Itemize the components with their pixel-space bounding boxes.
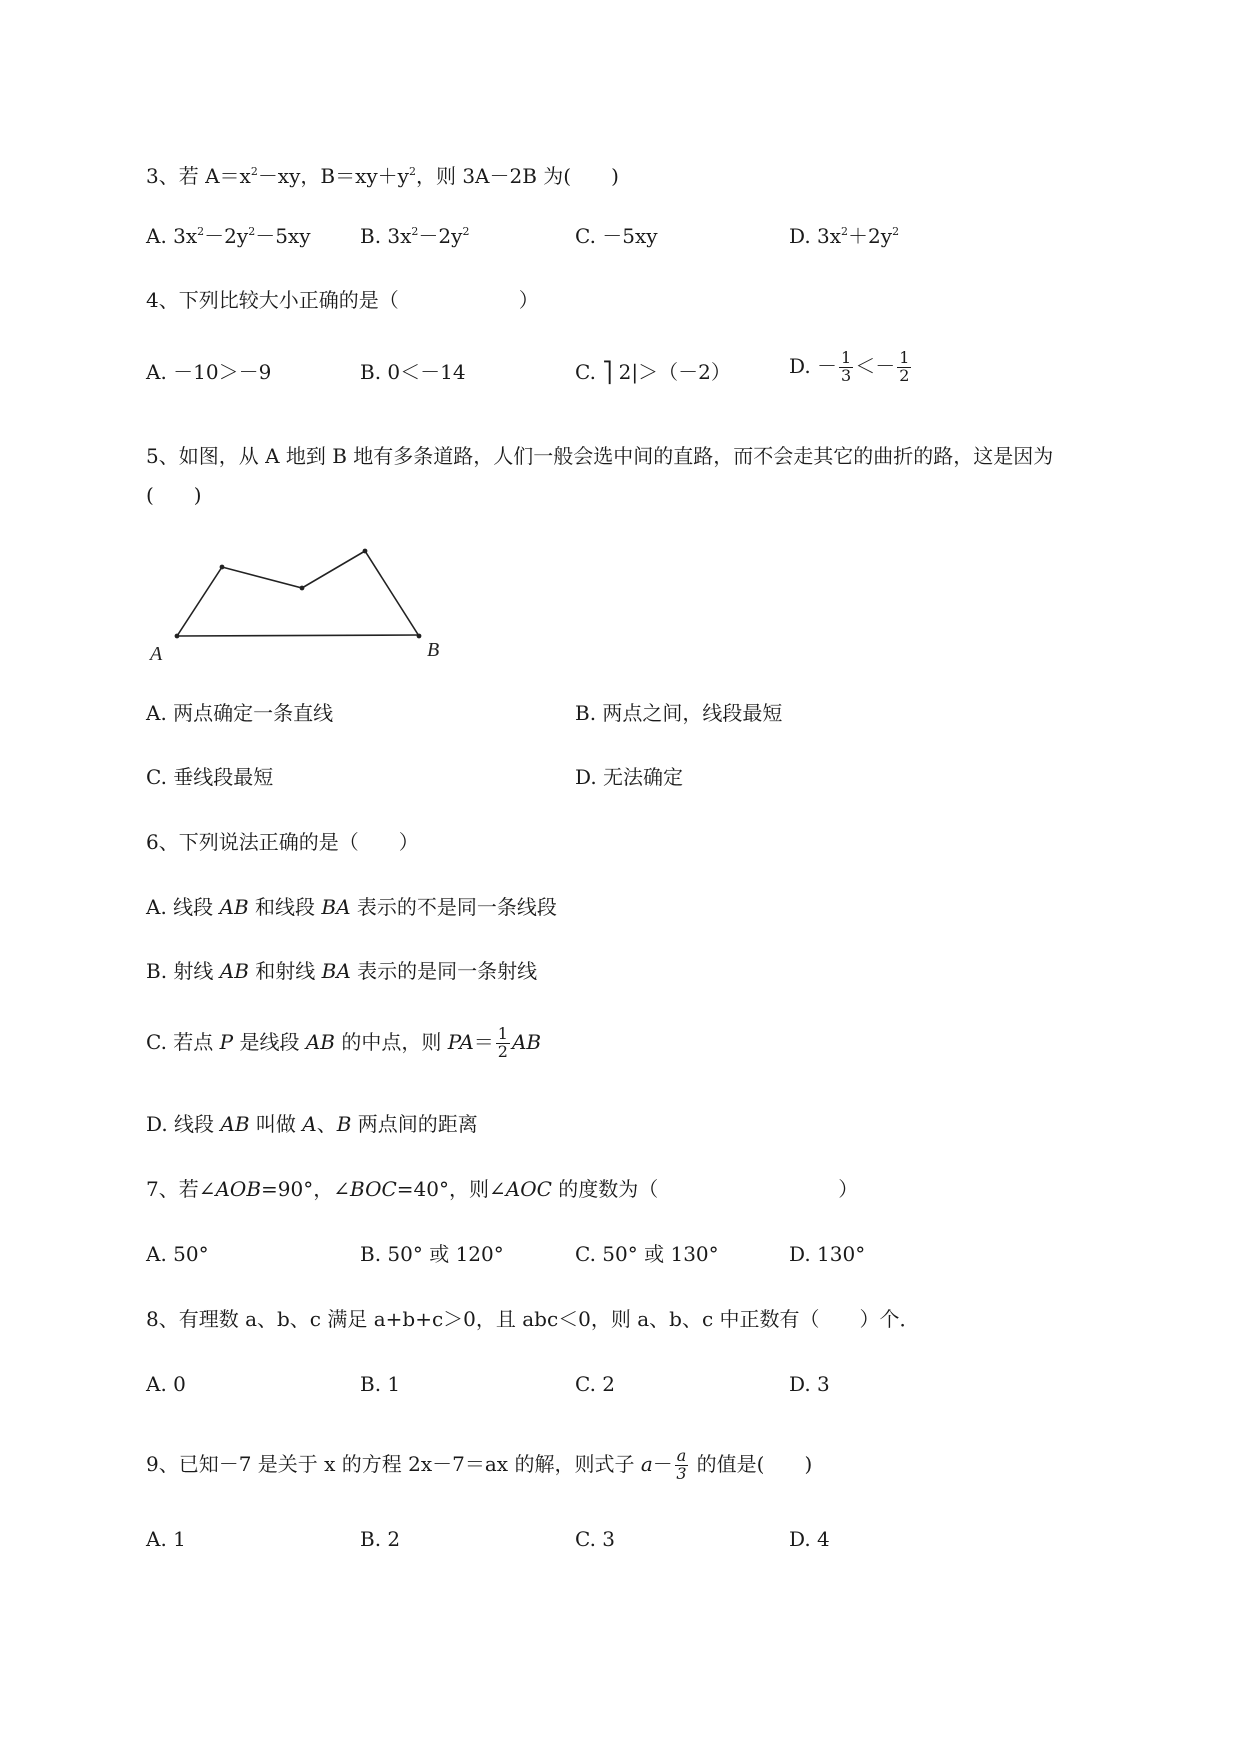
option-text: 两点间的距离: [351, 1112, 478, 1136]
option-text: ＝: [473, 1029, 494, 1054]
q3-stem-part: 3、若 A＝x: [146, 164, 251, 188]
math-var: AOB: [215, 1177, 262, 1201]
q9-option-d[interactable]: D. 4: [789, 1527, 830, 1551]
option-text: 表示的不是同一条线段: [350, 895, 557, 919]
option-text: －2y: [418, 224, 463, 248]
fraction-numerator: 1: [841, 348, 852, 367]
q4-stem: 4、下列比较大小正确的是（ ）: [146, 288, 539, 312]
option-text: B. 射线: [146, 959, 220, 983]
q5-option-c[interactable]: C. 垂线段最短: [146, 765, 274, 789]
fraction: [839, 350, 853, 385]
q6-option-d[interactable]: [146, 1114, 478, 1134]
math-var: AB: [511, 1029, 542, 1054]
q6-option-c[interactable]: [146, 1026, 541, 1061]
q5-option-d[interactable]: D. 无法确定: [575, 765, 684, 789]
q4-option-a[interactable]: A. －10＞－9: [146, 360, 272, 384]
option-text: C. 若点: [146, 1029, 220, 1054]
q8-options: [0, 1374, 1241, 1404]
q9-option-c[interactable]: C. 3: [575, 1527, 616, 1551]
q3-option-c[interactable]: C. －5xy: [575, 224, 658, 248]
straight-path: [177, 635, 419, 636]
option-text: A. 线段: [146, 895, 220, 919]
q3-option-d[interactable]: [789, 226, 899, 246]
option-text: 和线段: [248, 895, 322, 919]
superscript: 2: [892, 225, 900, 238]
math-var: PA: [447, 1029, 474, 1054]
fraction: [675, 1448, 689, 1483]
math-var: AB: [219, 895, 249, 919]
q5-options-row2: [0, 767, 1241, 797]
path-vertex: [363, 549, 368, 554]
superscript: 2: [248, 225, 256, 238]
path-vertex: [300, 586, 305, 591]
q7-stem-part: 的度数为（ ）: [551, 1177, 859, 1201]
q7-stem-part: 7、若∠: [146, 1177, 216, 1201]
option-text: 的中点，则: [335, 1029, 448, 1054]
math-var: BA: [321, 959, 351, 983]
option-text: A. 3x: [146, 224, 198, 248]
q3-stem-part: ，则 3A－2B 为( ): [415, 164, 619, 188]
curved-path: [177, 551, 419, 636]
math-var: AB: [219, 959, 249, 983]
option-text: D. 线段: [146, 1112, 221, 1136]
q8-stem: 8、有理数 a、b、c 满足 a+b+c＞0，且 abc＜0，则 a、b、c 中正数有（ ）个．: [146, 1307, 920, 1331]
option-text: ＜－: [855, 353, 896, 378]
q3-stem-part: －xy，B＝xy＋y: [257, 164, 409, 188]
superscript: 2: [411, 225, 419, 238]
q7-option-c[interactable]: C. 50° 或 130°: [575, 1242, 719, 1266]
math-var: A: [302, 1112, 317, 1136]
fraction-numerator: 1: [899, 348, 910, 367]
q8-option-b[interactable]: B. 1: [360, 1372, 401, 1396]
math-var: a: [640, 1451, 653, 1476]
q8-option-d[interactable]: D. 3: [789, 1372, 830, 1396]
q4-option-c[interactable]: C. ⎤ 2|＞（－2）: [575, 360, 731, 384]
math-var: AB: [305, 1029, 335, 1054]
q3-options: [0, 226, 1241, 256]
math-var: BA: [321, 895, 351, 919]
option-text: ＋2y: [848, 224, 893, 248]
superscript: 2: [250, 165, 258, 178]
q5-option-a[interactable]: A. 两点确定一条直线: [146, 701, 334, 725]
superscript: 2: [408, 165, 416, 178]
q9-option-a[interactable]: A. 1: [146, 1527, 186, 1551]
option-text: 和射线: [248, 959, 322, 983]
q4-option-d[interactable]: [789, 350, 913, 385]
point-a: [175, 634, 180, 639]
option-text: D. 3x: [789, 224, 842, 248]
option-text: －2y: [204, 224, 249, 248]
math-operator: －: [652, 1451, 673, 1476]
option-text: 叫做: [249, 1112, 303, 1136]
q6-option-a[interactable]: [146, 897, 557, 917]
q5-stem-line1: 5、如图，从 A 地到 B 地有多条道路，人们一般会选中间的直路，而不会走其它的曲折的路，这是因为: [146, 444, 1054, 468]
fraction-numerator: 1: [497, 1024, 508, 1043]
q8-option-a[interactable]: A. 0: [146, 1372, 186, 1396]
math-var: BOC: [350, 1177, 397, 1201]
q7-stem: [146, 1179, 858, 1199]
q7-options: [0, 1244, 1241, 1274]
q6-option-b[interactable]: [146, 961, 537, 981]
q5-options-row1: [0, 703, 1241, 733]
q4-options: [0, 348, 1241, 392]
label-b: B: [427, 639, 440, 661]
option-text: －5xy: [255, 224, 311, 248]
fraction-denominator: 2: [497, 1041, 508, 1061]
path-diagram: [140, 540, 460, 665]
q3-option-b[interactable]: [360, 226, 469, 246]
fraction: [496, 1026, 510, 1061]
fraction-denominator: 3: [676, 1463, 687, 1483]
q9-options: [0, 1529, 1241, 1559]
math-var: AB: [220, 1112, 250, 1136]
superscript: 2: [841, 225, 849, 238]
q9-stem-part: 的值是( ): [690, 1451, 813, 1476]
path-vertex: [220, 565, 225, 570]
option-text: 、: [316, 1112, 337, 1136]
option-text: 表示的是同一条射线: [350, 959, 538, 983]
math-var: P: [219, 1029, 234, 1054]
fraction-denominator: 2: [899, 365, 910, 385]
label-a: A: [150, 643, 163, 665]
q7-option-b[interactable]: B. 50° 或 120°: [360, 1242, 504, 1266]
math-var: AOC: [505, 1177, 552, 1201]
option-text: 是线段: [233, 1029, 306, 1054]
q9-option-b[interactable]: B. 2: [360, 1527, 401, 1551]
q7-stem-part: =90°，∠: [261, 1177, 350, 1201]
fraction-denominator: 3: [841, 365, 852, 385]
point-b: [417, 634, 422, 639]
q3-stem: [146, 166, 619, 186]
fraction-numerator: a: [676, 1446, 687, 1465]
q9-stem: [146, 1448, 812, 1483]
q5-stem-line2: ( ): [146, 483, 202, 507]
q6-stem: 6、下列说法正确的是（ ）: [146, 830, 419, 854]
q7-option-a[interactable]: A. 50°: [146, 1242, 209, 1266]
q7-option-d[interactable]: D. 130°: [789, 1242, 866, 1266]
q5-option-b[interactable]: B. 两点之间，线段最短: [575, 701, 783, 725]
superscript: 2: [197, 225, 205, 238]
fraction: [897, 350, 911, 385]
superscript: 2: [462, 225, 470, 238]
math-var: B: [336, 1112, 352, 1136]
q7-stem-part: =40°，则∠: [396, 1177, 506, 1201]
q4-option-b[interactable]: B. 0＜－14: [360, 360, 466, 384]
q3-option-a[interactable]: [146, 226, 311, 246]
q9-stem-part: 9、已知－7 是关于 x 的方程 2x－7＝ax 的解，则式子: [146, 1451, 641, 1476]
option-text: B. 3x: [360, 224, 412, 248]
option-text: D. －: [789, 353, 838, 378]
q8-option-c[interactable]: C. 2: [575, 1372, 616, 1396]
